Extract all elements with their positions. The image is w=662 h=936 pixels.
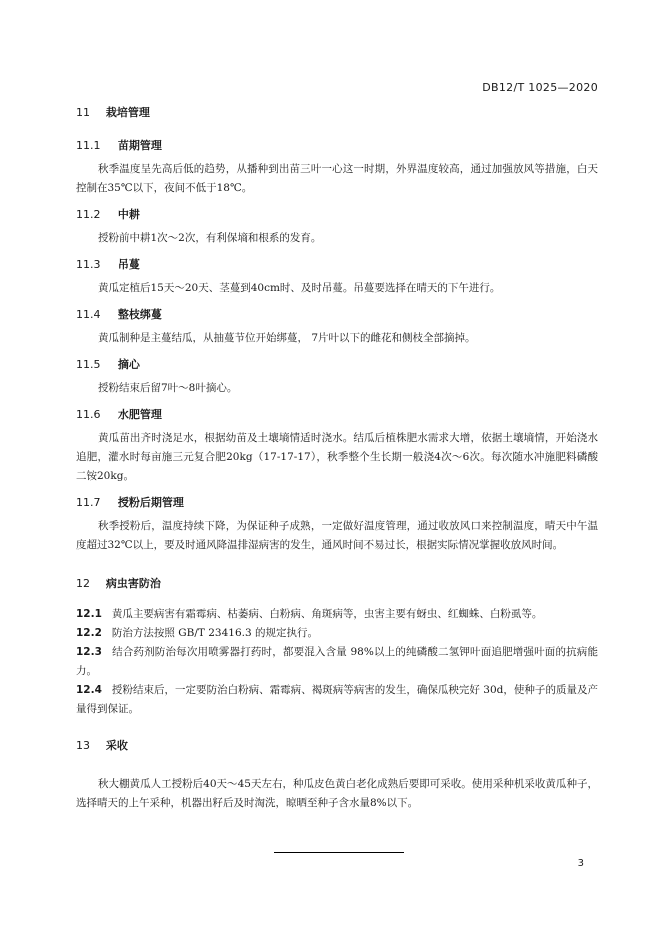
section-title: 病虫害防治: [105, 577, 161, 590]
section-11-6-text: 黄瓜苗出齐时浇足水，根据幼苗及土壤墒情适时浇水。结瓜后植株肥水需求大增，依据土壤墒情，开始浇水追肥，灌水时每亩施三元复合肥20kg（17-17-17），秋季整个生长期一般浇4次～6次。每次随水冲施肥料磷酸二铵20kg。: [76, 432, 598, 482]
section-11-1-text: 秋季温度呈先高后低的趋势，从播种到出苗三叶一心这一时期，外界温度较高，通过加强放风等措施，白天控制在35℃以下，夜间不低于18℃。: [76, 163, 598, 194]
section-11-7-heading: [76, 494, 598, 512]
section-11-4-heading: [76, 306, 598, 324]
section-13-text: 秋大棚黄瓜人工授粉后40天～45天左右，种瓜皮色黄白老化成熟后要即可采收。使用采种机采收黄瓜种子，选择晴天的上午采种，机器出籽后及时淘洗，晾晒至种子含水量8%以下。: [76, 778, 598, 809]
doc-code: DB12/T 1025—2020: [482, 81, 598, 94]
section-title: 授粉后期管理: [117, 496, 184, 509]
clause-text: 防治方法按照 GB/T 23416.3 的规定执行。: [111, 627, 318, 639]
clause-number: 12.1: [76, 608, 102, 620]
section-number: 11.7: [76, 496, 101, 509]
section-number: 11.2: [76, 208, 101, 221]
section-11-3-text: 黄瓜定植后15天～20天、茎蔓到40cm时、及时吊蔓。吊蔓要选择在晴天的下午进行。: [98, 282, 501, 294]
section-title: 水肥管理: [117, 408, 162, 421]
clause-number: 12.4: [76, 684, 102, 696]
section-title: 栽培管理: [105, 106, 150, 119]
section-number: 11.1: [76, 139, 101, 152]
footer-rule: [274, 852, 404, 853]
section-title: 整枝绑蔓: [117, 308, 162, 321]
clause-12-2: [76, 624, 598, 643]
page-number: 3: [577, 858, 584, 869]
clause-number: 12.3: [76, 646, 102, 658]
clause-12-4: [76, 681, 598, 719]
section-title: 中耕: [117, 208, 140, 221]
clause-number: 12.2: [76, 627, 102, 639]
section-12-heading: [76, 575, 598, 593]
section-number: 11.3: [76, 258, 101, 271]
section-number: 11.5: [76, 358, 101, 371]
section-number: 12: [76, 577, 90, 590]
section-title: 苗期管理: [117, 139, 162, 152]
section-11-6-heading: [76, 406, 598, 424]
clause-text: 授粉结束后，一定要防治白粉病、霜霉病、褐斑病等病害的发生，确保瓜秧完好 30d，使种子的质量及产量得到保证。: [76, 684, 598, 715]
section-11-2-heading: [76, 206, 598, 224]
section-number: 11: [76, 106, 90, 119]
clause-text: 黄瓜主要病害有霜霉病、枯萎病、白粉病、角斑病等，虫害主要有蚜虫、红蜘蛛、白粉虱等。: [111, 608, 543, 620]
section-title: 采收: [105, 739, 128, 752]
section-title: 摘心: [117, 358, 140, 371]
clause-12-1: [76, 605, 598, 624]
section-11-1-heading: [76, 137, 598, 155]
section-11-4-text: 黄瓜制种是主蔓结瓜，从抽蔓节位开始绑蔓， 7片叶以下的雌花和侧枝全部摘掉。: [98, 332, 476, 344]
clause-12-3: [76, 643, 598, 681]
section-11-2-text: 授粉前中耕1次～2次，有利保墒和根系的发育。: [98, 232, 322, 244]
page-body: [76, 104, 598, 813]
clause-text: 结合药剂防治每次用喷雾器打药时，都要混入含量 98%以上的纯磷酸二氢钾叶面追肥增强叶面的抗病能力。: [76, 646, 598, 677]
section-13-heading: [76, 737, 598, 755]
section-11-5-text: 授粉结束后留7叶～8叶摘心。: [98, 382, 238, 394]
section-11-5-heading: [76, 356, 598, 374]
section-11-heading: [76, 104, 598, 122]
section-11-3-heading: [76, 256, 598, 274]
section-11-7-text: 秋季授粉后，温度持续下降，为保证种子成熟，一定做好温度管理，通过收放风口来控制温度，晴天中午温度超过32℃以上，要及时通风降温排湿病害的发生，通风时间不易过长，根据实际情况掌握收放风时间。: [76, 520, 598, 551]
section-number: 13: [76, 739, 90, 752]
section-number: 11.6: [76, 408, 101, 421]
section-title: 吊蔓: [117, 258, 140, 271]
section-number: 11.4: [76, 308, 101, 321]
